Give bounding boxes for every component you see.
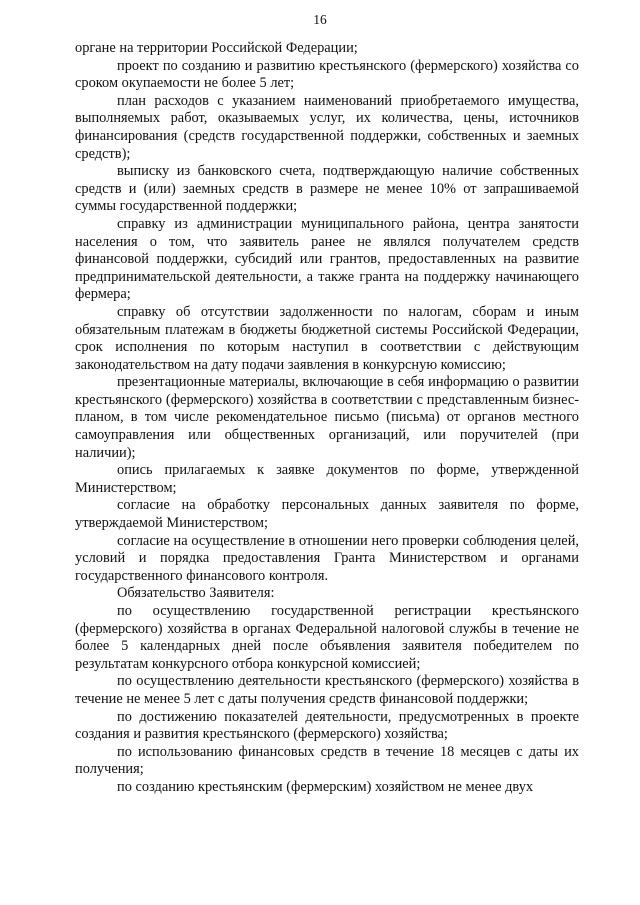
paragraph: по осуществлению деятельности крестьянского (фермерского) хозяйства в течение не менее 5 лет с даты получения средств финансовой поддержки; [75,673,579,707]
paragraph: органе на территории Российской Федерации; [75,40,358,56]
document-body [75,40,579,797]
paragraph: план расходов с указанием наименований приобретаемого имущества, выполняемых работ, оказываемых услуг, их количества, цены, источников финансирования (средств государственной поддержки, собственных и заемных средств); [75,92,579,162]
paragraph: справку об отсутствии задолженности по налогам, сборам и иным обязательным платежам в бюджеты бюджетной системы Российской Федерации, срок исполнения по которым наступил в соответствии с действующим законодательством на дату подачи заявления в конкурсную комиссию; [75,303,579,373]
paragraph: по осуществлению государственной регистрации крестьянского (фермерского) хозяйства в органах Федеральной налоговой службы в течение не более 5 календарных дней после объявления заявителя победителем по результатам конкурсного отбора конкурсной комиссией; [75,603,579,672]
paragraph: проект по созданию и развитию крестьянского (фермерского) хозяйства со сроком окупаемости не более 5 лет; [75,57,579,92]
paragraph: презентационные материалы, включающие в себя информацию о развитии крестьянского (фермерского) хозяйства в соответствии с представленным бизнес-планом, в том числе рекомендательное письмо (письма) от органов местного самоуправления или общественных организаций, или поручителей (при наличии); [75,374,579,461]
paragraph: согласие на осуществление в отношении него проверки соблюдения целей, условий и порядка предоставления Гранта Министерством и органами государственного финансового контроля. [75,532,579,584]
paragraph: по достижению показателей деятельности, предусмотренных в проекте создания и развития крестьянского (фермерского) хозяйства; [75,708,579,743]
section-heading: Обязательство Заявителя: [117,585,275,602]
paragraph: по использованию финансовых средств в течение 18 месяцев с даты их получения; [75,743,579,778]
paragraph: справку из администрации муниципального района, центра занятости населения о том, что заявитель ранее не являлся получателем средств финансовой поддержки, субсидий или грантов, предоставленных на развитие предпринимательской деятельности, а также гранта на поддержку начинающего фермера; [75,215,579,303]
paragraph: по созданию крестьянским (фермерским) хозяйством не менее двух [117,778,534,795]
paragraph: опись прилагаемых к заявке документов по форме, утвержденной Министерством; [75,462,579,496]
paragraph: согласие на обработку персональных данных заявителя по форме, утверждаемой Министерством; [75,497,579,532]
paragraph: выписку из банковского счета, подтверждающую наличие собственных средств и (или) заемных средств в размере не менее 10% от запрашиваемой суммы государственной поддержки; [75,163,579,215]
page-number: 16 [313,12,327,27]
